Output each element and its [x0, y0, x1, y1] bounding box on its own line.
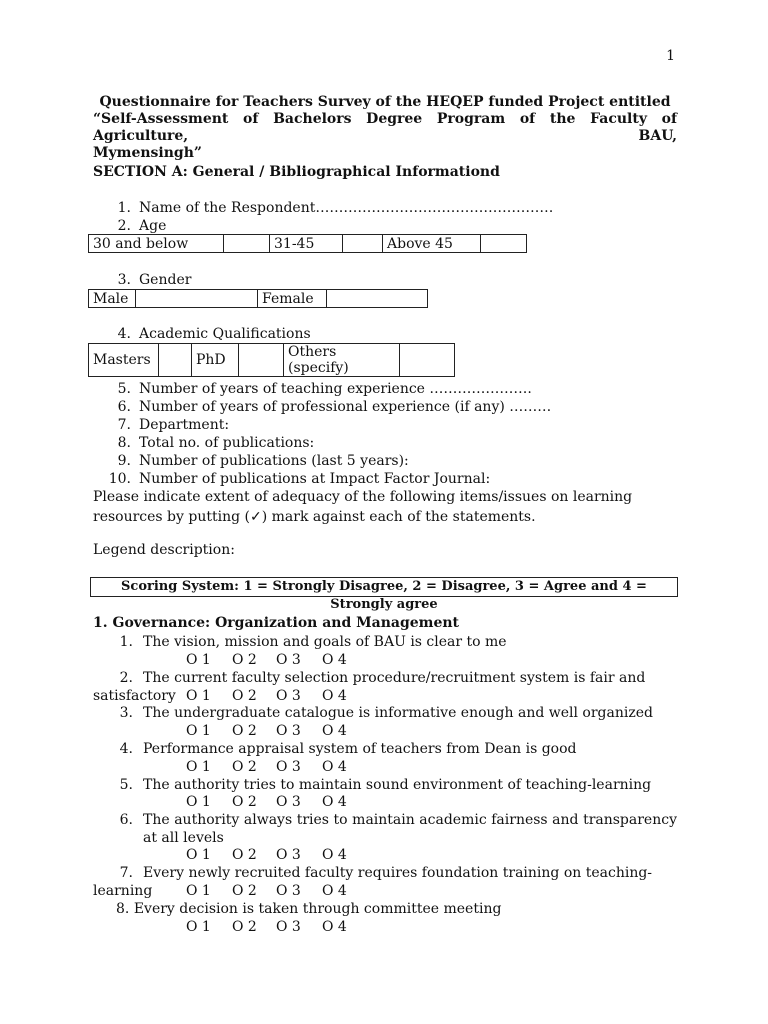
rating-option[interactable]: O 4	[322, 883, 347, 899]
item-text: Department:	[139, 417, 230, 433]
rating-option[interactable]: O 2	[232, 919, 257, 935]
rating-option[interactable]: O 1	[186, 883, 211, 899]
item-age	[107, 217, 166, 235]
section-1-heading: 1. Governance: Organization and Management	[93, 615, 460, 631]
item-text: Academic Qualifications	[139, 326, 311, 342]
question-item	[116, 900, 700, 918]
rating-option[interactable]: O 1	[186, 688, 211, 704]
age-checkbox[interactable]	[481, 235, 527, 253]
age-option-label: 31-45	[270, 235, 343, 253]
gender-option-label: Female	[258, 290, 327, 308]
rating-option[interactable]: O 1	[186, 919, 211, 935]
question-number: 6.	[119, 812, 133, 828]
item-academic-qualifications	[107, 325, 311, 343]
item-number: 8.	[117, 435, 131, 451]
section-a-heading: SECTION A: General / Bibliographical Informationd	[93, 164, 500, 180]
item-number: 7.	[117, 417, 131, 433]
item-recent-publications	[107, 452, 409, 470]
qualification-option-label: PhD	[192, 344, 239, 377]
question-item	[93, 776, 677, 794]
question-text: Every decision is taken through committee meeting	[133, 901, 502, 917]
rating-option[interactable]: O 2	[232, 723, 257, 739]
title-line-1: Questionnaire for Teachers Survey of the HEQEP funded Project entitled	[99, 94, 671, 110]
question-text: The undergraduate catalogue is informative enough and well organized	[143, 705, 653, 721]
item-text: Total no. of publications:	[139, 435, 315, 451]
rating-option[interactable]: O 4	[322, 759, 347, 775]
title-line-3: Mymensingh”	[93, 145, 202, 161]
age-checkbox[interactable]	[343, 235, 383, 253]
rating-scale	[186, 758, 368, 776]
question-text: The current faculty selection procedure/recruitment system is fair and satisfactory	[93, 670, 646, 704]
rating-option[interactable]: O 1	[186, 847, 211, 863]
rating-option[interactable]: O 3	[276, 883, 301, 899]
item-number: 1.	[117, 200, 131, 216]
rating-option[interactable]: O 3	[276, 688, 301, 704]
gender-checkbox[interactable]	[327, 290, 428, 308]
question-text: The authority always tries to maintain academic fairness and transparency at all levels	[143, 812, 677, 846]
rating-option[interactable]: O 4	[322, 847, 347, 863]
item-text: Number of publications at Impact Factor Journal:	[139, 471, 491, 487]
legend-description: Legend description:	[93, 542, 235, 558]
question-text: Every newly recruited faculty requires foundation training on teaching-learning	[93, 865, 653, 899]
rating-scale	[186, 846, 368, 864]
question-text: The authority tries to maintain sound environment of teaching-learning	[143, 777, 652, 793]
question-number: 5.	[119, 777, 133, 793]
qualification-checkbox[interactable]	[239, 344, 284, 377]
rating-option[interactable]: O 3	[276, 794, 301, 810]
page-number: 1	[666, 48, 675, 64]
rating-option[interactable]: O 1	[186, 794, 211, 810]
age-option-label: Above 45	[383, 235, 481, 253]
item-respondent-name	[107, 199, 553, 217]
rating-scale	[186, 918, 368, 936]
question-number: 2.	[119, 670, 133, 686]
qualification-checkbox[interactable]	[400, 344, 455, 377]
item-total-publications	[107, 434, 314, 452]
item-text: Number of publications (last 5 years):	[139, 453, 409, 469]
question-number: 4.	[119, 741, 133, 757]
question-number: 1.	[119, 634, 133, 650]
rating-scale	[186, 882, 368, 900]
item-text: Age	[139, 218, 167, 234]
rating-option[interactable]: O 2	[232, 794, 257, 810]
rating-option[interactable]: O 4	[322, 723, 347, 739]
rating-option[interactable]: O 3	[276, 652, 301, 668]
age-checkbox[interactable]	[224, 235, 270, 253]
item-number: 9.	[117, 453, 131, 469]
item-number: 2.	[117, 218, 131, 234]
rating-option[interactable]: O 4	[322, 794, 347, 810]
gender-table	[88, 289, 428, 308]
rating-option[interactable]: O 4	[322, 652, 347, 668]
rating-option[interactable]: O 2	[232, 759, 257, 775]
rating-scale	[186, 687, 368, 705]
title-line-2: “Self-Assessment of Bachelors Degree Program of the Faculty of Agriculture, BAU,	[93, 111, 677, 144]
item-number: 6.	[117, 399, 131, 415]
rating-option[interactable]: O 1	[186, 652, 211, 668]
question-text: The vision, mission and goals of BAU is clear to me	[143, 634, 507, 650]
rating-option[interactable]: O 2	[232, 883, 257, 899]
question-item	[93, 669, 677, 705]
rating-option[interactable]: O 4	[322, 688, 347, 704]
question-item	[93, 740, 677, 758]
item-text: Name of the Respondent……………………………………………	[139, 200, 554, 216]
item-impact-factor-publications	[107, 470, 490, 488]
qualification-checkbox[interactable]	[159, 344, 192, 377]
rating-option[interactable]: O 3	[276, 723, 301, 739]
age-table	[88, 234, 527, 253]
gender-option-label: Male	[89, 290, 136, 308]
question-item	[93, 864, 677, 900]
rating-option[interactable]: O 3	[276, 847, 301, 863]
item-number: 4.	[117, 326, 131, 342]
question-item	[93, 811, 677, 847]
document-title	[93, 94, 677, 162]
rating-option[interactable]: O 2	[232, 652, 257, 668]
qualification-table	[88, 343, 455, 377]
question-number: 7.	[119, 865, 133, 881]
item-text: Gender	[139, 272, 192, 288]
rating-option[interactable]: O 1	[186, 759, 211, 775]
instruction-paragraph: Please indicate extent of adequacy of the following items/issues on learning resources by putting (✓) mark against each of the statements.	[93, 489, 633, 525]
question-text: Performance appraisal system of teachers from Dean is good	[143, 741, 577, 757]
rating-option[interactable]: O 2	[232, 688, 257, 704]
question-number: 3.	[119, 705, 133, 721]
rating-option[interactable]: O 1	[186, 723, 211, 739]
question-item	[93, 633, 677, 651]
question-number: 8.	[116, 901, 130, 917]
item-number: 5.	[117, 381, 131, 397]
rating-option[interactable]: O 2	[232, 847, 257, 863]
item-department	[107, 416, 229, 434]
item-number: 10.	[108, 471, 131, 487]
gender-checkbox[interactable]	[136, 290, 258, 308]
item-professional-experience	[107, 398, 551, 416]
rating-option[interactable]: O 3	[276, 919, 301, 935]
item-text: Number of years of professional experience (if any) ………	[139, 399, 552, 415]
item-gender	[107, 271, 191, 289]
question-item	[93, 704, 677, 722]
item-text: Number of years of teaching experience ………………….	[139, 381, 532, 397]
rating-scale	[186, 793, 368, 811]
age-option-label: 30 and below	[89, 235, 224, 253]
qualification-option-label: Others (specify)	[284, 344, 400, 377]
rating-option[interactable]: O 4	[322, 919, 347, 935]
rating-scale	[186, 722, 368, 740]
item-teaching-experience	[107, 380, 532, 398]
qualification-option-label: Masters	[89, 344, 159, 377]
rating-scale	[186, 651, 368, 669]
item-number: 3.	[117, 272, 131, 288]
scoring-system-box: Scoring System: 1 = Strongly Disagree, 2 = Disagree, 3 = Agree and 4 = Strongly agree	[90, 577, 678, 597]
rating-option[interactable]: O 3	[276, 759, 301, 775]
